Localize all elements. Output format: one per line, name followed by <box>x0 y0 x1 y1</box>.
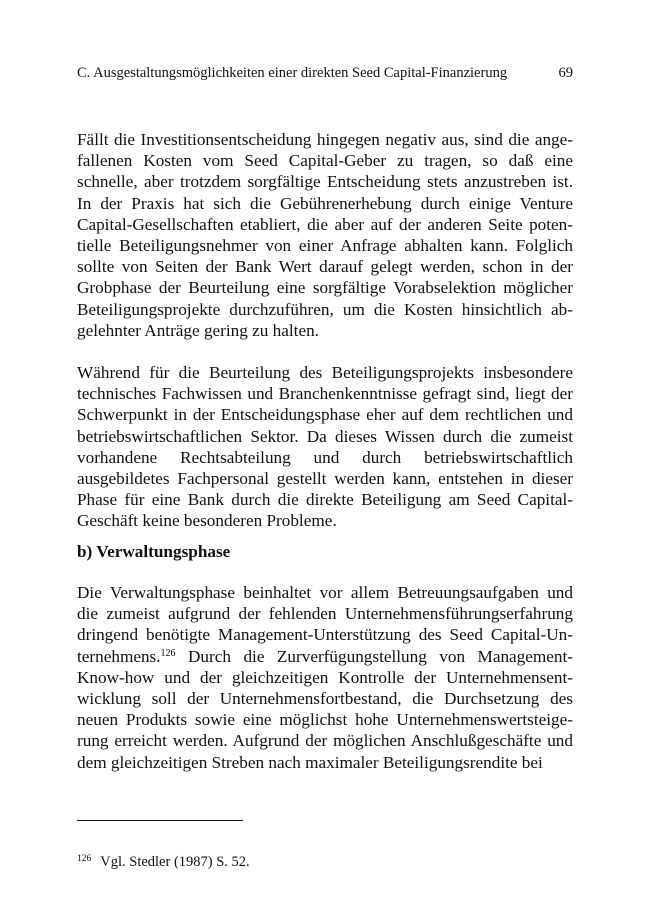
footnote <box>77 853 250 871</box>
footnote-reference[interactable]: 126 <box>160 647 176 659</box>
paragraph-decision-phase: Während für die Beurteilung des Beteiligungsprojekts insbesondere technisches Fachwissen und Branchenkenntnisse gefragt sind, liegt der Schwerpunkt in der Entscheidungsphase eher auf dem rechtlichen und betriebswirtschaftlichen Sektor. Da dieses Wissen durch die zumeist vorhandene Rechtsabteilung und durch betriebswirtschaftlich ausgebildetes Fachpersonal gestellt werden kann, entstehen in dieser Phase für eine Bank durch die direkte Beteiligung am Seed Capital-Geschäft keine besonderen Probleme. <box>77 363 573 531</box>
paragraph-cost-decision: Fällt die Investitionsentscheidung hingegen negativ aus, sind die angefallenen Kosten vom Seed Capital-Geber zu tragen, so daß eine schnelle, aber trotzdem sorgfältige Entscheidung stets anzustreben ist. In der Praxis hat sich die Gebührenerhebung durch einige Venture Capital-Gesellschaften etabliert, die aber auf der anderen Seite potentielle Beteiligungsnehmer von einer Anfrage abhalten kann. Folglich sollte von Seiten der Bank Wert darauf gelegt werden, schon in der Grobphase der Beurteilung eine sorgfältige Vorabselektion möglicher Beteiligungsprojekte durchzuführen, um die Kosten hinsichtlich abgelehnter Anträge gering zu halten. <box>77 130 573 340</box>
paragraph-text-part-2: Durch die Zurverfügungstellung von Management-Know-how und der gleichzeitigen Kontrolle der Unternehmensentwicklung soll der Unternehmensfortbestand, die Durchsetzung des neuen Produkts sowie eine möglichst hohe Unternehmenswertsteigerung erreicht werden. Aufgrund der möglichen Anschlußgeschäfte und dem gleichzeitigen Streben nach maximaler Beteiligungsrendite bei <box>77 646 573 772</box>
running-title: C. Ausgestaltungsmöglichkeiten einer direkten Seed Capital-Finanzierung <box>77 65 508 81</box>
section-heading: b) Verwaltungsphase <box>77 542 231 561</box>
footnote-text: Vgl. Stedler (1987) S. 52. <box>100 854 250 870</box>
paragraph-administration-phase <box>77 582 573 773</box>
footnote-number: 126 <box>77 854 92 864</box>
paragraph-text-part-1: Die Verwaltungsphase beinhaltet vor allem Betreuungsaufgaben und die zumeist aufgrund der fehlenden Unternehmensführungserfahrung dringend benötigte Management-Unterstützung des Seed Capital-Unternehmens. <box>77 583 573 666</box>
footnote-separator <box>77 820 243 821</box>
running-header <box>77 64 573 82</box>
page-number: 69 <box>558 65 573 81</box>
